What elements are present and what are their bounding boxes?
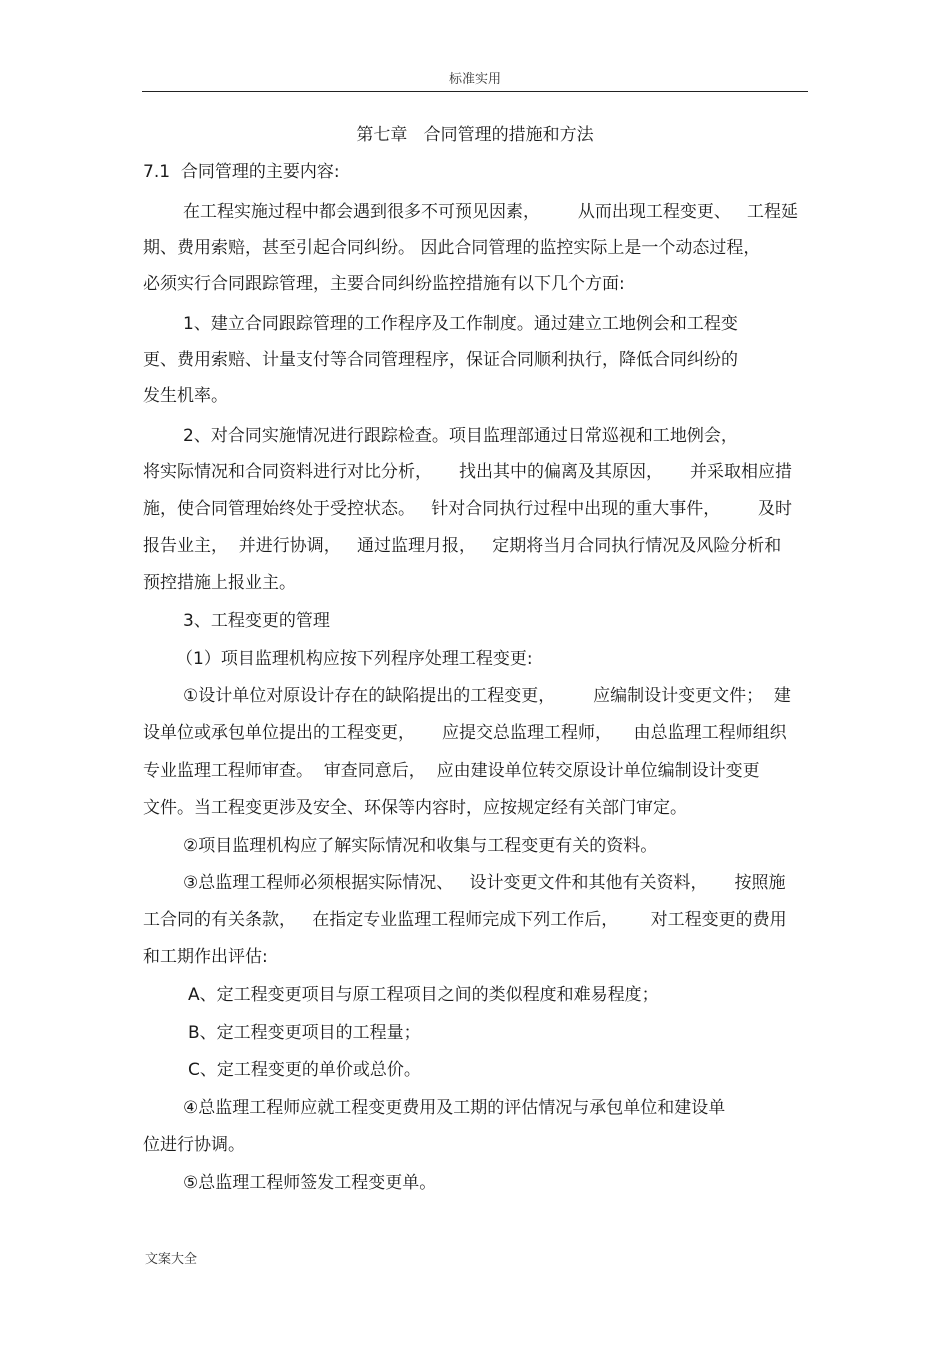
paragraph-line: ③总监理工程师必须根据实际情况、 设计变更文件和其他有关资料， 按照施 — [183, 873, 786, 893]
paragraph-line: 专业监理工程师审查。 审查同意后， 应由建设单位转交原设计单位编制设计变更 — [143, 761, 760, 781]
paragraph-line: 施，使合同管理始终处于受控状态。 针对合同执行过程中出现的重大事件， 及时 — [143, 499, 793, 519]
list-item: A、定工程变更项目与原工程项目之间的类似程度和难易程度； — [188, 985, 659, 1005]
page-header: 标准实用 — [448, 72, 501, 87]
paragraph-line: 2、对合同实施情况进行跟踪检查。项目监理部通过日常巡视和工地例会， — [183, 426, 738, 446]
paragraph-line: 预控措施上报业主。 — [143, 573, 296, 593]
paragraph-line: 在工程实施过程中都会遇到很多不可预见因素， 从而出现工程变更、 工程延 — [183, 202, 799, 222]
paragraph-line: ②项目监理机构应了解实际情况和收集与工程变更有关的资料。 — [183, 836, 658, 856]
page-footer: 文案大全 — [145, 1252, 198, 1267]
chapter-title: 第七章 合同管理的措施和方法 — [356, 125, 594, 145]
paragraph-line: ①设计单位对原设计存在的缺陷提出的工程变更， 应编制设计变更文件； 建 — [183, 686, 791, 706]
paragraph-line: 报告业主， 并进行协调， 通过监理月报， 定期将当月合同执行情况及风险分析和 — [143, 536, 782, 556]
subsection-heading: 3、工程变更的管理 — [183, 611, 330, 631]
paragraph-line: （1）项目监理机构应按下列程序处理工程变更: — [176, 649, 533, 669]
paragraph-line: 将实际情况和合同资料进行对比分析， 找出其中的偏离及其原因， 并采取相应措 — [143, 462, 793, 482]
list-item: B、定工程变更项目的工程量； — [188, 1023, 421, 1043]
paragraph-line: ⑤总监理工程师签发工程变更单。 — [183, 1173, 437, 1193]
paragraph-line: 设单位或承包单位提出的工程变更， 应提交总监理工程师， 由总监理工程师组织 — [143, 723, 787, 743]
paragraph-line: 和工期作出评估: — [143, 947, 268, 967]
header-divider — [142, 91, 808, 92]
paragraph-line: 位进行协调。 — [143, 1135, 245, 1155]
paragraph-line: 期、费用索赔，甚至引起合同纠纷。 因此合同管理的监控实际上是一个动态过程， — [143, 238, 761, 258]
section-heading: 7.1 合同管理的主要内容: — [143, 162, 340, 182]
paragraph-line: 文件。当工程变更涉及安全、环保等内容时，应按规定经有关部门审定。 — [143, 798, 687, 818]
paragraph-line: 更、费用索赔、计量支付等合同管理程序，保证合同顺利执行，降低合同纠纷的 — [143, 350, 738, 370]
paragraph-line: 必须实行合同跟踪管理，主要合同纠纷监控措施有以下几个方面: — [143, 274, 625, 294]
paragraph-line: 1、建立合同跟踪管理的工作程序及工作制度。通过建立工地例会和工程变 — [183, 314, 738, 334]
paragraph-line: 工合同的有关条款， 在指定专业监理工程师完成下列工作后， 对工程变更的费用 — [143, 910, 787, 930]
paragraph-line: ④总监理工程师应就工程变更费用及工期的评估情况与承包单位和建设单 — [183, 1098, 726, 1118]
paragraph-line: 发生机率。 — [143, 386, 228, 406]
list-item: C、定工程变更的单价或总价。 — [188, 1060, 421, 1080]
